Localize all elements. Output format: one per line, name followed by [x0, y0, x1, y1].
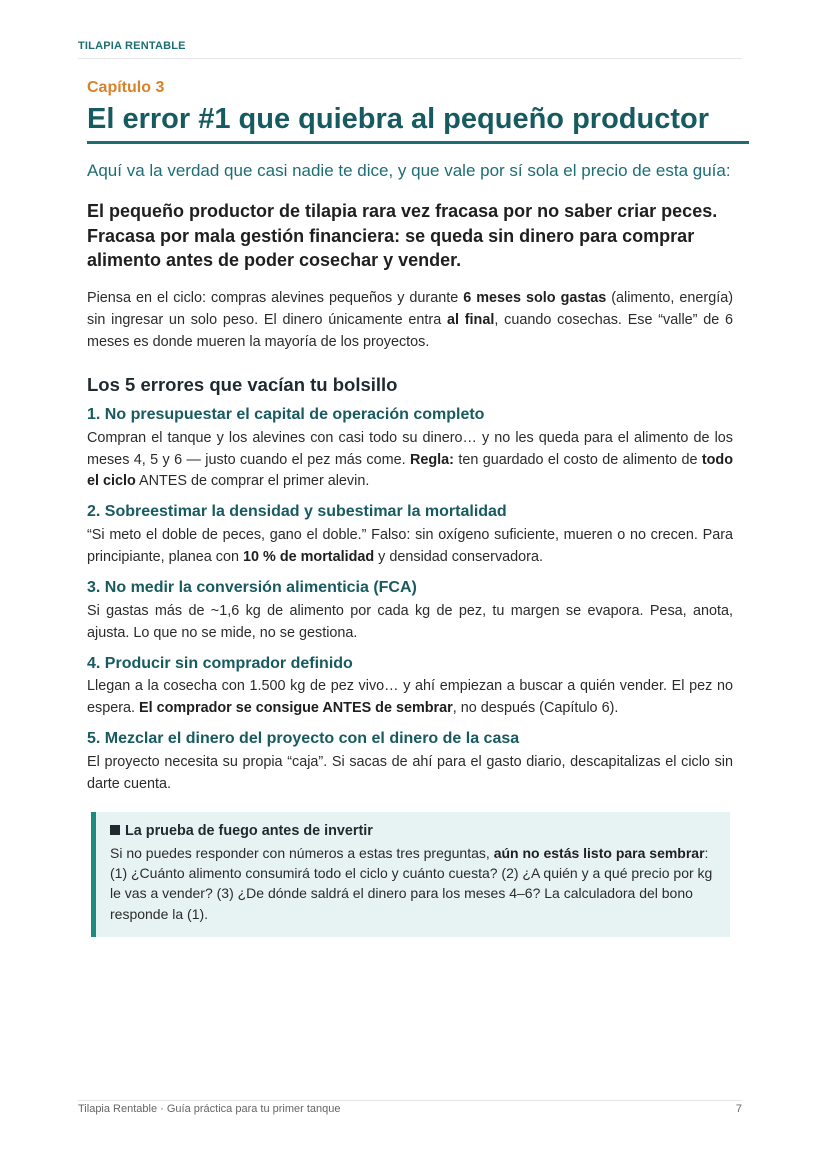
- callout-title: [110, 823, 716, 839]
- error-2-text-2: y densidad conservadora.: [374, 549, 543, 566]
- error-item-3: [87, 578, 733, 645]
- error-item-5: [87, 729, 733, 796]
- error-heading-1: 1. No presupuestar el capital de operación completo: [87, 405, 485, 423]
- callout-bold-1: aún no estás listo para sembrar: [493, 844, 705, 861]
- error-2-text-1: “Si meto el doble de peces, gano el doble.” Falso: sin oxígeno suficiente, mueren o no crecen. Para principiante, planea con: [87, 527, 733, 566]
- callout-body: [110, 843, 716, 924]
- chapter-title: El error #1 que quiebra al pequeño productor: [87, 102, 749, 144]
- error-body-5: El proyecto necesita su propia “caja”. Si sacas de ahí para el gasto diario, descapitalizas el ciclo sin darte cuenta.: [87, 753, 733, 792]
- footer-divider: [78, 1100, 742, 1101]
- error-heading-3: 3. No medir la conversión alimenticia (FCA): [87, 578, 417, 596]
- lead-paragraph: Aquí va la verdad que casi nadie te dice, y que vale por sí sola el precio de esta guía:: [87, 161, 731, 181]
- error-1-text-3: ANTES de comprar el primer alevin.: [135, 473, 370, 490]
- error-heading-2: 2. Sobreestimar la densidad y subestimar la mortalidad: [87, 503, 507, 521]
- callout-text-1: Si no puedes responder con números a estas tres preguntas,: [110, 844, 494, 861]
- error-1-bold-2: todo el ciclo: [87, 451, 734, 490]
- intro-bold-1: 6 meses solo gastas: [463, 290, 607, 307]
- error-body-2: [87, 525, 733, 569]
- callout-text-2: : (1) ¿Cuánto alimento consumirá todo el ciclo y cuánto cuesta? (2) ¿A quién y a qué precio por kg le vas a vender? (3) ¿De dónde saldrá el dinero para los meses 4–6? La calculadora del bono responde la (1).: [110, 844, 713, 922]
- error-4-bold-1: El comprador se consigue ANTES de sembrar: [139, 700, 453, 717]
- page-content: [87, 79, 733, 937]
- callout-title-text: La prueba de fuego antes de invertir: [125, 822, 373, 839]
- error-1-text-1: Compran el tanque y los alevines con casi todo su dinero… y no les queda para el alimento de los meses 4, 5 y 6 — justo cuando el pez más come.: [87, 429, 733, 468]
- error-body-3: Si gastas más de ~1,6 kg de alimento por cada kg de pez, tu margen se evapora. Pesa, anota, ajusta. Lo que no se mide, no se gestiona.: [87, 602, 733, 641]
- intro-text-2: (alimento, energía) sin ingresar un solo peso. El dinero únicamente entra: [87, 290, 733, 329]
- error-heading-4: 4. Producir sin comprador definido: [87, 654, 353, 672]
- error-body-4: [87, 676, 733, 720]
- error-1-bold-1: Regla:: [409, 451, 454, 468]
- callout-box: [91, 812, 730, 937]
- header-divider: [78, 58, 742, 59]
- chapter-label: Capítulo 3: [87, 79, 165, 96]
- running-header: TILAPIA RENTABLE: [78, 40, 186, 52]
- footer-text: Tilapia Rentable · Guía práctica para tu primer tanque: [78, 1103, 341, 1115]
- error-item-4: [87, 654, 733, 721]
- black-square-icon: [110, 825, 120, 835]
- error-heading-5: 5. Mezclar el dinero del proyecto con el dinero de la casa: [87, 730, 520, 748]
- intro-paragraph: [87, 288, 733, 354]
- thesis-statement: El pequeño productor de tilapia rara vez fracasa por no saber criar peces. Fracasa por mala gestión financiera: se queda sin dinero para comprar alimento antes de poder cosechar y vender.: [87, 201, 718, 270]
- intro-bold-2: al final: [446, 312, 495, 329]
- error-4-text-2: , no después (Capítulo 6).: [452, 700, 619, 717]
- error-item-1: [87, 405, 733, 493]
- intro-text-3: , cuando cosechas. Ese “valle” de 6 meses es donde mueren la mayoría de los proyectos.: [87, 312, 734, 350]
- error-item-2: [87, 502, 733, 569]
- error-4-text-1: Llegan a la cosecha con 1.500 kg de pez vivo… y ahí empiezan a buscar a quién vender. El pez no espera.: [87, 678, 733, 717]
- page-number: 7: [735, 1103, 742, 1115]
- section-heading: Los 5 errores que vacían tu bolsillo: [87, 373, 398, 395]
- error-1-text-2: ten guardado el costo de alimento de: [453, 451, 702, 468]
- intro-text-1: Piensa en el ciclo: compras alevines pequeños y durante: [87, 290, 464, 307]
- error-body-1: [87, 428, 733, 494]
- error-2-bold-1: 10 % de mortalidad: [243, 549, 375, 566]
